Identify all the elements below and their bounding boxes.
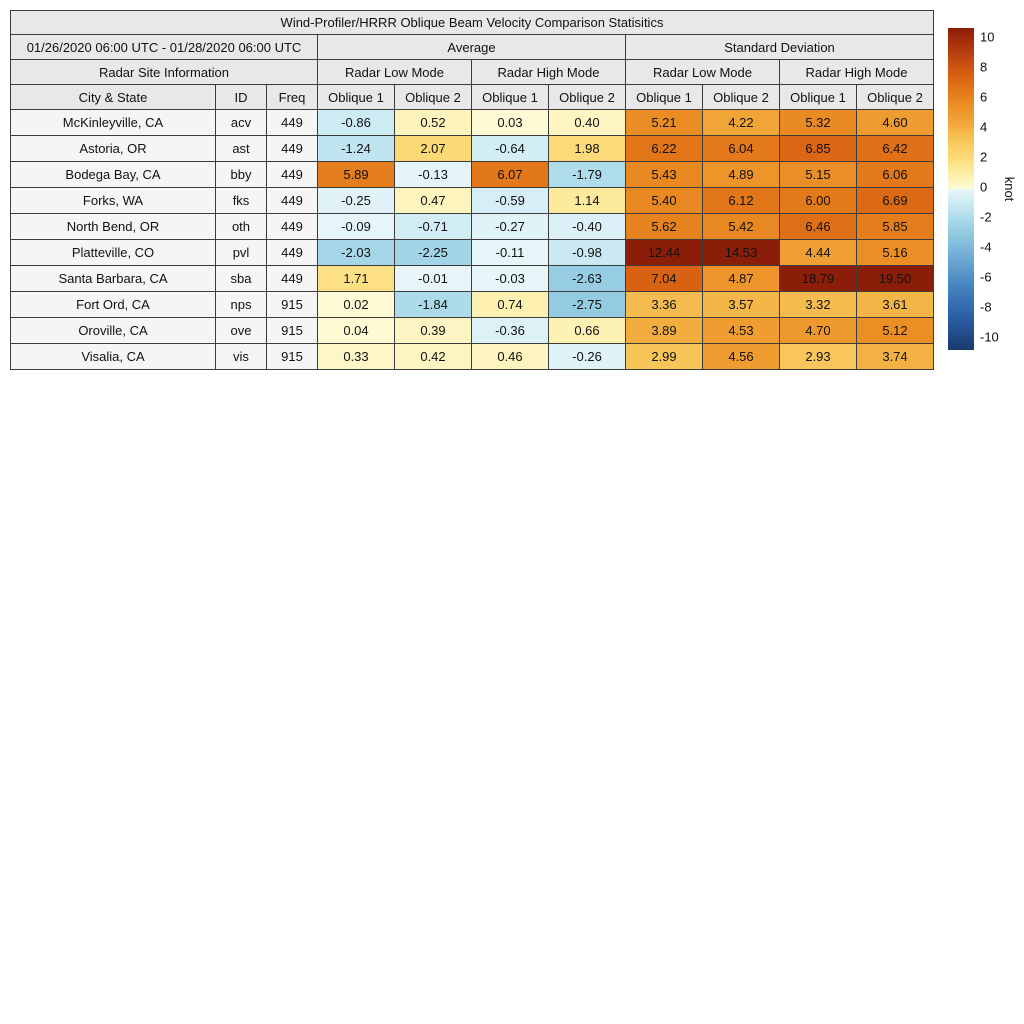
value-cell: 7.04 [626,266,703,292]
value-cell: -0.01 [395,266,472,292]
value-cell: -1.24 [318,136,395,162]
site-id-cell: ast [216,136,267,162]
value-cell: 4.87 [703,266,780,292]
colorbar-tick: -8 [980,299,992,315]
table-row [11,188,934,214]
colorbar-tick: 10 [980,29,995,45]
col-header-oblique: Oblique 2 [857,85,934,110]
site-id-cell: pvl [216,240,267,266]
value-cell: 5.89 [318,162,395,188]
site-id-cell: sba [216,266,267,292]
value-cell: -0.26 [549,344,626,370]
site-id-cell: bby [216,162,267,188]
site-id-cell: oth [216,214,267,240]
freq-cell: 449 [267,214,318,240]
value-cell: 6.85 [780,136,857,162]
colorbar-tick: -6 [980,269,992,285]
table-title: Wind-Profiler/HRRR Oblique Beam Velocity Comparison Statisitics [11,11,934,35]
freq-cell: 449 [267,136,318,162]
value-cell: 14.53 [703,240,780,266]
value-cell: 5.85 [857,214,934,240]
col-header-city: City & State [11,85,216,110]
value-cell: 4.60 [857,110,934,136]
table-row [11,292,934,318]
site-id-cell: vis [216,344,267,370]
mode-header-avg-high: Radar High Mode [472,60,626,85]
colorbar-gradient [948,28,974,350]
value-cell: 1.14 [549,188,626,214]
value-cell: 0.02 [318,292,395,318]
freq-cell: 915 [267,344,318,370]
value-cell: 12.44 [626,240,703,266]
site-id-cell: fks [216,188,267,214]
value-cell: 0.40 [549,110,626,136]
city-cell: Oroville, CA [11,318,216,344]
value-cell: 4.70 [780,318,857,344]
value-cell: 5.62 [626,214,703,240]
table-row [11,266,934,292]
value-cell: 4.89 [703,162,780,188]
value-cell: -2.03 [318,240,395,266]
value-cell: -0.25 [318,188,395,214]
value-cell: -0.09 [318,214,395,240]
mode-header-avg-low: Radar Low Mode [318,60,472,85]
table-row [11,136,934,162]
value-cell: 6.00 [780,188,857,214]
value-cell: 3.61 [857,292,934,318]
value-cell: 0.47 [395,188,472,214]
col-header-oblique: Oblique 1 [780,85,857,110]
value-cell: 6.07 [472,162,549,188]
freq-cell: 449 [267,188,318,214]
value-cell: 3.36 [626,292,703,318]
stats-table [10,10,934,370]
value-cell: 0.74 [472,292,549,318]
col-header-oblique: Oblique 1 [472,85,549,110]
value-cell: 5.32 [780,110,857,136]
value-cell: 0.46 [472,344,549,370]
freq-cell: 449 [267,266,318,292]
value-cell: 3.74 [857,344,934,370]
table-row [11,344,934,370]
value-cell: -0.64 [472,136,549,162]
city-cell: Visalia, CA [11,344,216,370]
value-cell: 0.39 [395,318,472,344]
value-cell: 5.12 [857,318,934,344]
value-cell: -0.86 [318,110,395,136]
value-cell: 4.56 [703,344,780,370]
group-header-average: Average [318,35,626,60]
value-cell: 6.12 [703,188,780,214]
value-cell: 2.07 [395,136,472,162]
table-row [11,162,934,188]
colorbar-tick: -4 [980,239,992,255]
city-cell: Platteville, CO [11,240,216,266]
city-cell: Forks, WA [11,188,216,214]
value-cell: 3.89 [626,318,703,344]
site-id-cell: nps [216,292,267,318]
city-cell: McKinleyville, CA [11,110,216,136]
value-cell: 6.42 [857,136,934,162]
value-cell: -0.13 [395,162,472,188]
value-cell: 5.43 [626,162,703,188]
value-cell: -0.71 [395,214,472,240]
colorbar-unit-label: knot [1002,176,1017,202]
table-row [11,214,934,240]
col-header-oblique: Oblique 1 [626,85,703,110]
date-range: 01/26/2020 06:00 UTC - 01/28/2020 06:00 UTC [11,35,318,60]
value-cell: -1.79 [549,162,626,188]
value-cell: -0.03 [472,266,549,292]
group-header-stddev: Standard Deviation [626,35,934,60]
value-cell: 5.21 [626,110,703,136]
city-cell: Fort Ord, CA [11,292,216,318]
table-row [11,318,934,344]
value-cell: -0.59 [472,188,549,214]
site-id-cell: acv [216,110,267,136]
value-cell: 6.22 [626,136,703,162]
city-cell: North Bend, OR [11,214,216,240]
value-cell: -0.98 [549,240,626,266]
col-header-freq: Freq [267,85,318,110]
value-cell: 5.15 [780,162,857,188]
col-header-oblique: Oblique 2 [703,85,780,110]
colorbar-tick: 2 [980,149,988,165]
value-cell: 4.22 [703,110,780,136]
value-cell: -1.84 [395,292,472,318]
freq-cell: 449 [267,110,318,136]
value-cell: 5.40 [626,188,703,214]
city-cell: Santa Barbara, CA [11,266,216,292]
mode-header-std-low: Radar Low Mode [626,60,780,85]
value-cell: 19.50 [857,266,934,292]
value-cell: 2.99 [626,344,703,370]
value-cell: 0.66 [549,318,626,344]
value-cell: -2.63 [549,266,626,292]
value-cell: 6.69 [857,188,934,214]
colorbar-tick: 6 [980,89,988,105]
site-id-cell: ove [216,318,267,344]
value-cell: 1.71 [318,266,395,292]
col-header-oblique: Oblique 2 [549,85,626,110]
table-row [11,110,934,136]
value-cell: -2.75 [549,292,626,318]
site-info-header: Radar Site Information [11,60,318,85]
value-cell: 2.93 [780,344,857,370]
city-cell: Bodega Bay, CA [11,162,216,188]
value-cell: 3.57 [703,292,780,318]
value-cell: -0.36 [472,318,549,344]
mode-header-std-high: Radar High Mode [780,60,934,85]
value-cell: 3.32 [780,292,857,318]
value-cell: 4.44 [780,240,857,266]
value-cell: 0.03 [472,110,549,136]
colorbar-tick: 4 [980,119,988,135]
value-cell: -0.11 [472,240,549,266]
colorbar-tick: 8 [980,59,988,75]
colorbar-tick: -10 [980,329,999,345]
value-cell: -0.27 [472,214,549,240]
value-cell: 1.98 [549,136,626,162]
col-header-id: ID [216,85,267,110]
value-cell: 0.52 [395,110,472,136]
col-header-oblique: Oblique 1 [318,85,395,110]
freq-cell: 449 [267,240,318,266]
city-cell: Astoria, OR [11,136,216,162]
value-cell: 6.06 [857,162,934,188]
value-cell: 18.79 [780,266,857,292]
value-cell: -0.40 [549,214,626,240]
freq-cell: 915 [267,292,318,318]
value-cell: 0.33 [318,344,395,370]
freq-cell: 449 [267,162,318,188]
value-cell: 6.04 [703,136,780,162]
value-cell: 5.16 [857,240,934,266]
colorbar-tick: 0 [980,179,988,195]
value-cell: 0.42 [395,344,472,370]
colorbar-tick: -2 [980,209,992,225]
col-header-oblique: Oblique 2 [395,85,472,110]
value-cell: 4.53 [703,318,780,344]
value-cell: 5.42 [703,214,780,240]
freq-cell: 915 [267,318,318,344]
value-cell: 6.46 [780,214,857,240]
colorbar [948,28,1024,352]
value-cell: 0.04 [318,318,395,344]
value-cell: -2.25 [395,240,472,266]
table-row [11,240,934,266]
